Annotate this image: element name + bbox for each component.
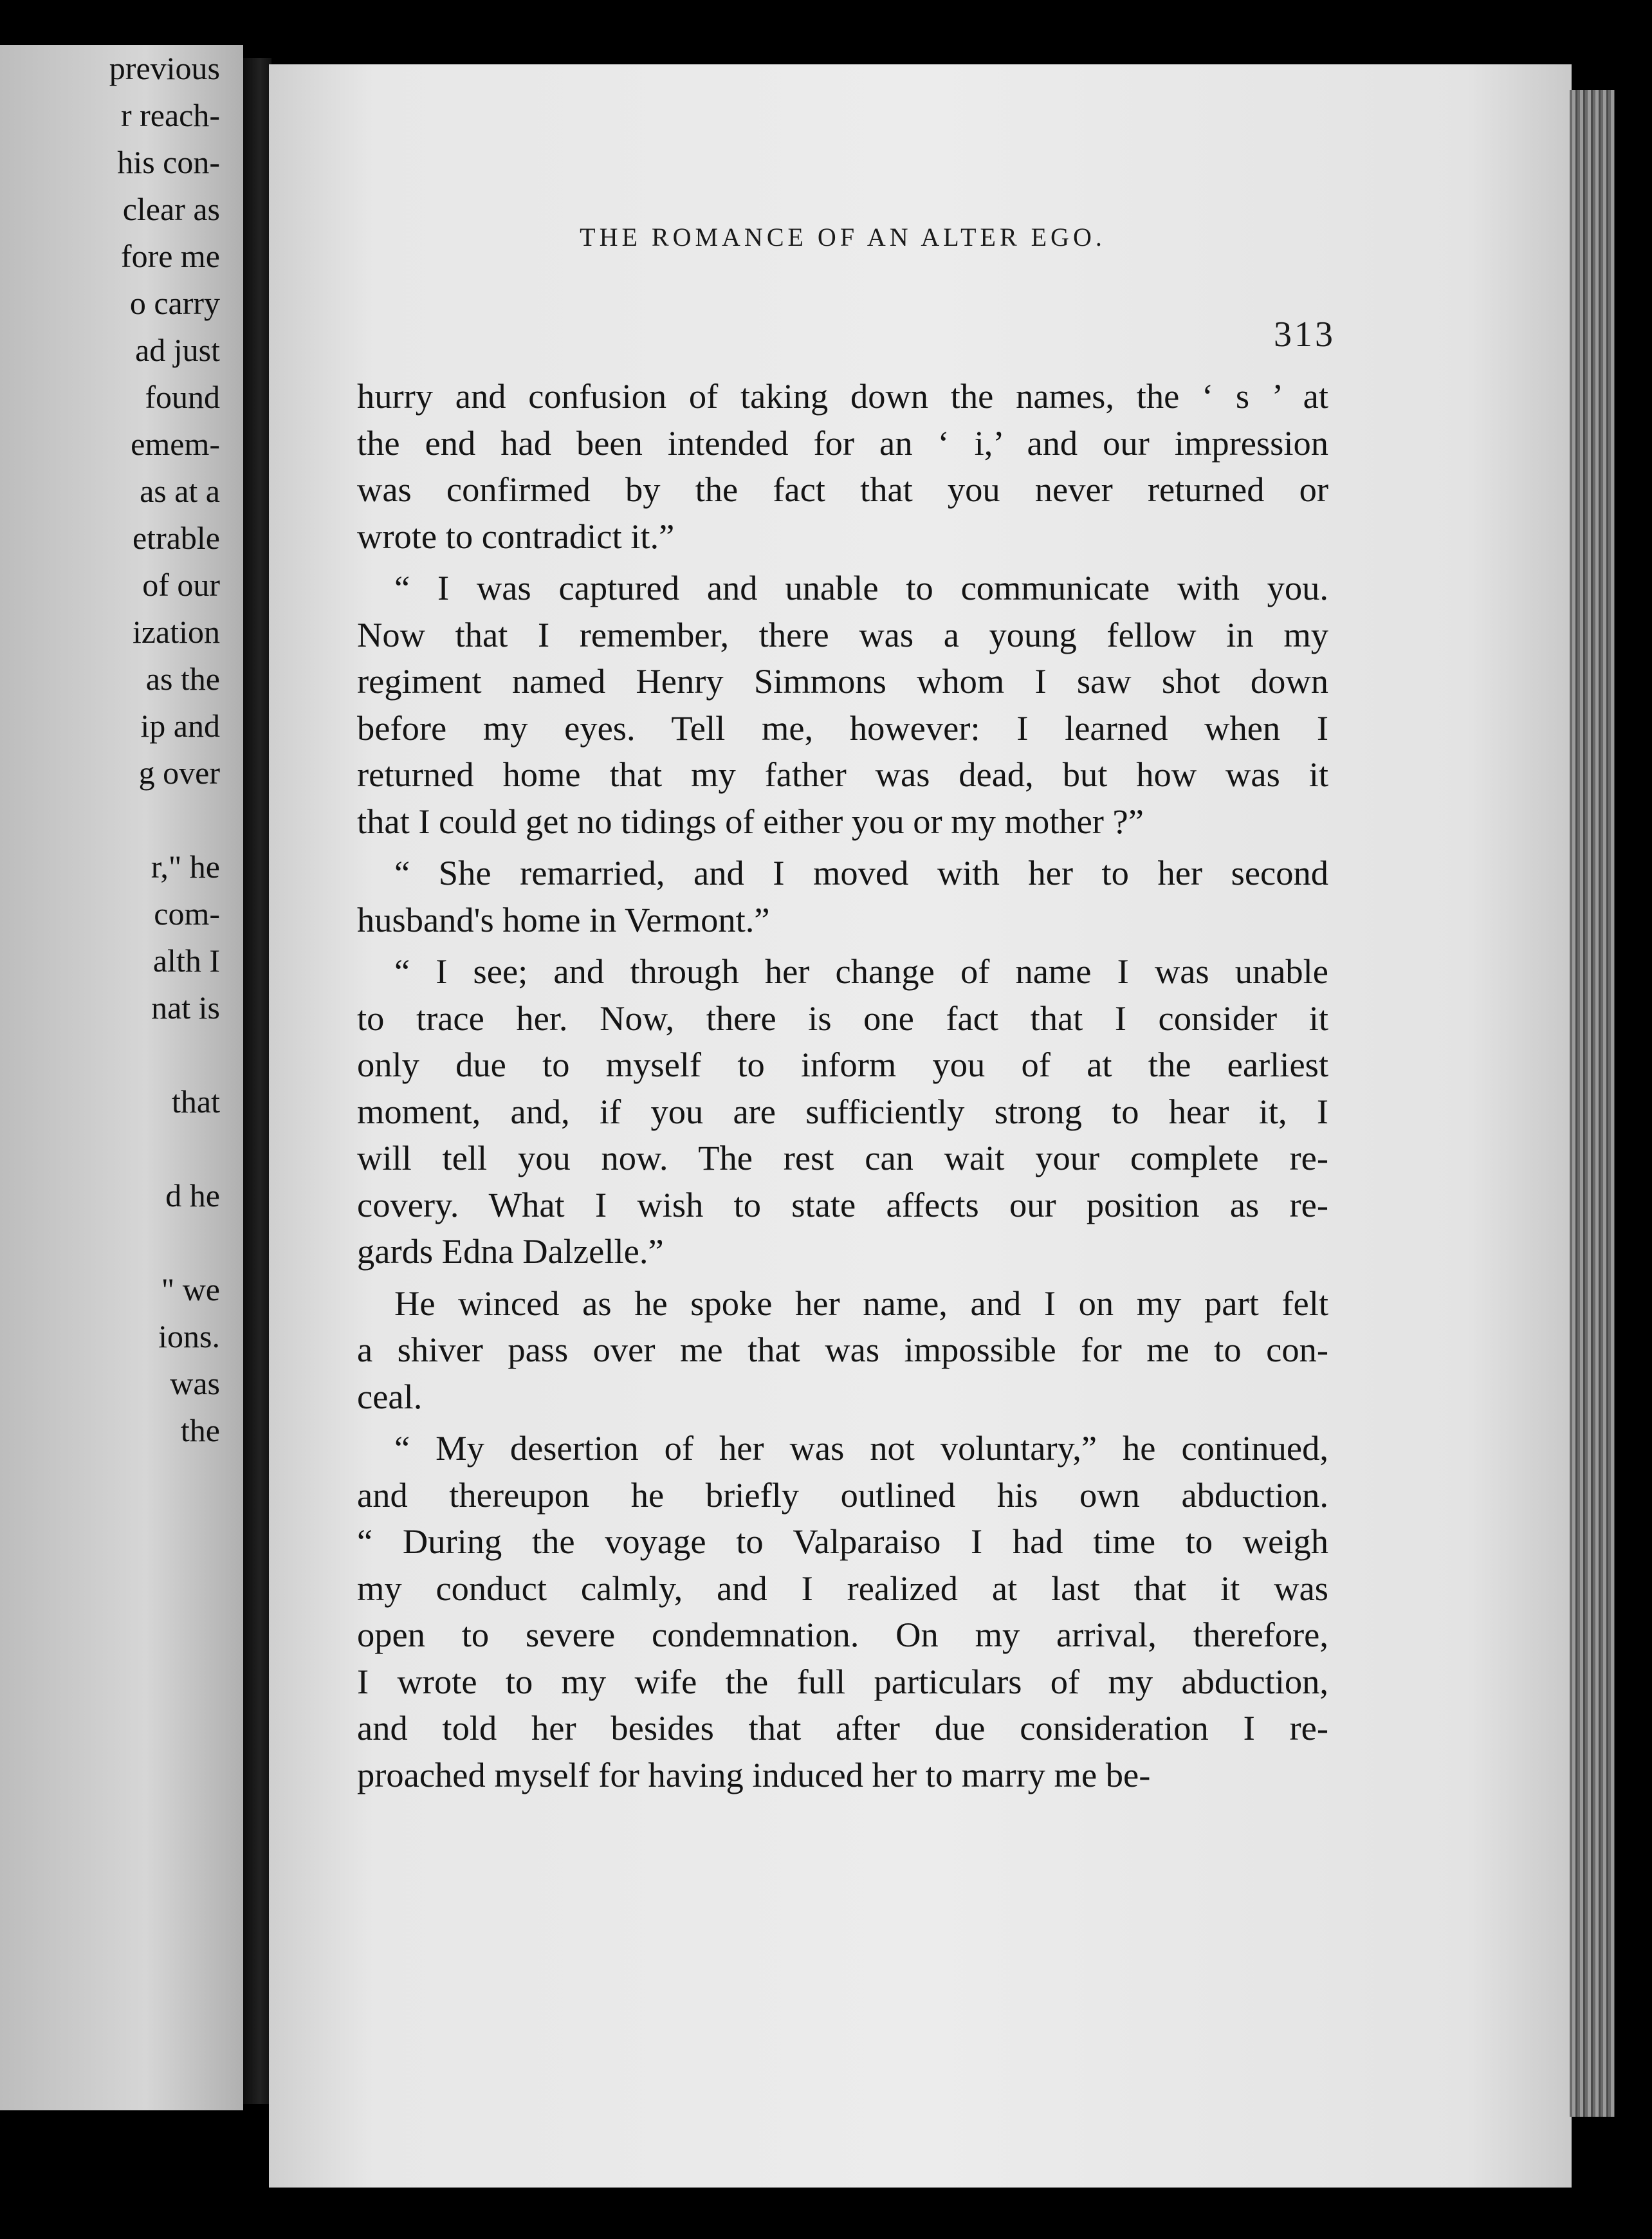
previous-page-text: [0, 45, 220, 1454]
page-edges: [1570, 90, 1615, 2117]
text-line: to trace her. Now, there is one fact that I consider it: [357, 998, 1328, 1038]
previous-page-line: his con-: [117, 144, 220, 180]
previous-page-line: alth I: [152, 943, 220, 979]
previous-page-line: d he: [165, 1177, 220, 1213]
paragraph-gap: [357, 560, 1328, 565]
previous-page-line: [0, 1219, 220, 1266]
text-line: I wrote to my wife the full particulars of my abduction,: [357, 1661, 1328, 1701]
text-line: a shiver pass over me that was impossible for me to con-: [357, 1330, 1328, 1369]
text-line: that I could get no tidings of either you or my mother ?”: [357, 801, 1144, 841]
text-line: open to severe condemnation. On my arrival, therefore,: [357, 1615, 1328, 1654]
text-line: and thereupon he briefly outlined his own abduction.: [357, 1475, 1328, 1515]
text-line: He winced as he spoke her name, and I on my part felt: [394, 1283, 1328, 1323]
previous-page-line: [0, 797, 220, 843]
previous-page-line: etrable: [132, 520, 220, 556]
text-line: proached myself for having induced her to marry me be-: [357, 1755, 1151, 1794]
page-number: 313: [1274, 315, 1335, 355]
previous-page-line: ad just: [135, 332, 220, 368]
paragraph: [357, 948, 1328, 1275]
paragraph-gap: [357, 1420, 1328, 1425]
previous-page-line: clear as: [122, 191, 220, 227]
previous-page-line: r," he: [151, 849, 220, 885]
text-line: was confirmed by the fact that you never returned or: [357, 470, 1328, 509]
text-line: the end had been intended for an ‘ i,’ and our impression: [357, 423, 1328, 463]
previous-page-line: emem-: [131, 426, 220, 462]
paragraph: [357, 565, 1328, 845]
previous-page-fragment: [0, 45, 243, 2110]
previous-page-line: ions.: [158, 1318, 220, 1354]
previous-page-line: was: [170, 1365, 220, 1401]
paragraph-gap: [357, 943, 1328, 948]
text-line: “ I was captured and unable to communicate with you.: [394, 568, 1328, 607]
text-line: “ I see; and through her change of name I was unable: [394, 952, 1328, 991]
previous-page-line: " we: [161, 1271, 220, 1307]
text-line: returned home that my father was dead, but how was it: [357, 755, 1328, 794]
text-line: only due to myself to inform you of at the earliest: [357, 1045, 1328, 1084]
previous-page-line: nat is: [151, 990, 220, 1026]
paragraph: [357, 373, 1328, 560]
text-line: will tell you now. The rest can wait your complete re-: [357, 1138, 1328, 1177]
previous-page-line: com-: [154, 896, 220, 932]
text-line: before my eyes. Tell me, however: I learned when I: [357, 708, 1328, 748]
text-line: gards Edna Dalzelle.”: [357, 1231, 664, 1271]
text-line: ceal.: [357, 1376, 423, 1416]
text-line: “ She remarried, and I moved with her to her second: [394, 853, 1328, 892]
previous-page-line: ip and: [140, 708, 220, 744]
paragraph-gap: [357, 1275, 1328, 1280]
paragraph-gap: [357, 845, 1328, 850]
text-line: “ My desertion of her was not voluntary,” he continued,: [394, 1428, 1328, 1468]
text-line: my conduct calmly, and I realized at last that it was: [357, 1568, 1328, 1608]
text-line: wrote to contradict it.”: [357, 516, 675, 556]
text-line: and told her besides that after due consideration I re-: [357, 1708, 1328, 1747]
running-title: THE ROMANCE OF AN ALTER EGO.: [580, 223, 1106, 252]
text-line: covery. What I wish to state affects our position as re-: [357, 1184, 1328, 1224]
previous-page-line: g over: [138, 755, 220, 791]
previous-page-line: as the: [145, 661, 220, 697]
book-spine-shadow: [243, 58, 271, 2104]
previous-page-line: [0, 1031, 220, 1078]
previous-page-line: ization: [132, 614, 220, 650]
text-line: regiment named Henry Simmons whom I saw shot down: [357, 661, 1328, 701]
previous-page-line: as at a: [140, 473, 220, 509]
text-line: husband's home in Vermont.”: [357, 899, 770, 939]
paragraph: [357, 850, 1328, 943]
previous-page-line: [0, 1125, 220, 1172]
page-body-text: [357, 373, 1328, 1798]
previous-page-line: previous: [109, 50, 220, 86]
previous-page-line: found: [145, 379, 220, 415]
previous-page-line: the: [180, 1412, 220, 1448]
previous-page-line: of our: [142, 567, 220, 603]
previous-page-line: fore me: [120, 238, 220, 274]
previous-page-line: r reach-: [120, 97, 220, 133]
text-line: Now that I remember, there was a young fellow in my: [357, 614, 1328, 654]
text-line: hurry and confusion of taking down the names, the ‘ s ’ at: [357, 376, 1328, 416]
previous-page-line: o carry: [129, 285, 220, 321]
paragraph: [357, 1425, 1328, 1798]
text-line: “ During the voyage to Valparaiso I had time to weigh: [357, 1522, 1328, 1561]
previous-page-line: that: [172, 1083, 220, 1120]
paragraph: [357, 1280, 1328, 1421]
text-line: moment, and, if you are sufficiently strong to hear it, I: [357, 1091, 1328, 1131]
